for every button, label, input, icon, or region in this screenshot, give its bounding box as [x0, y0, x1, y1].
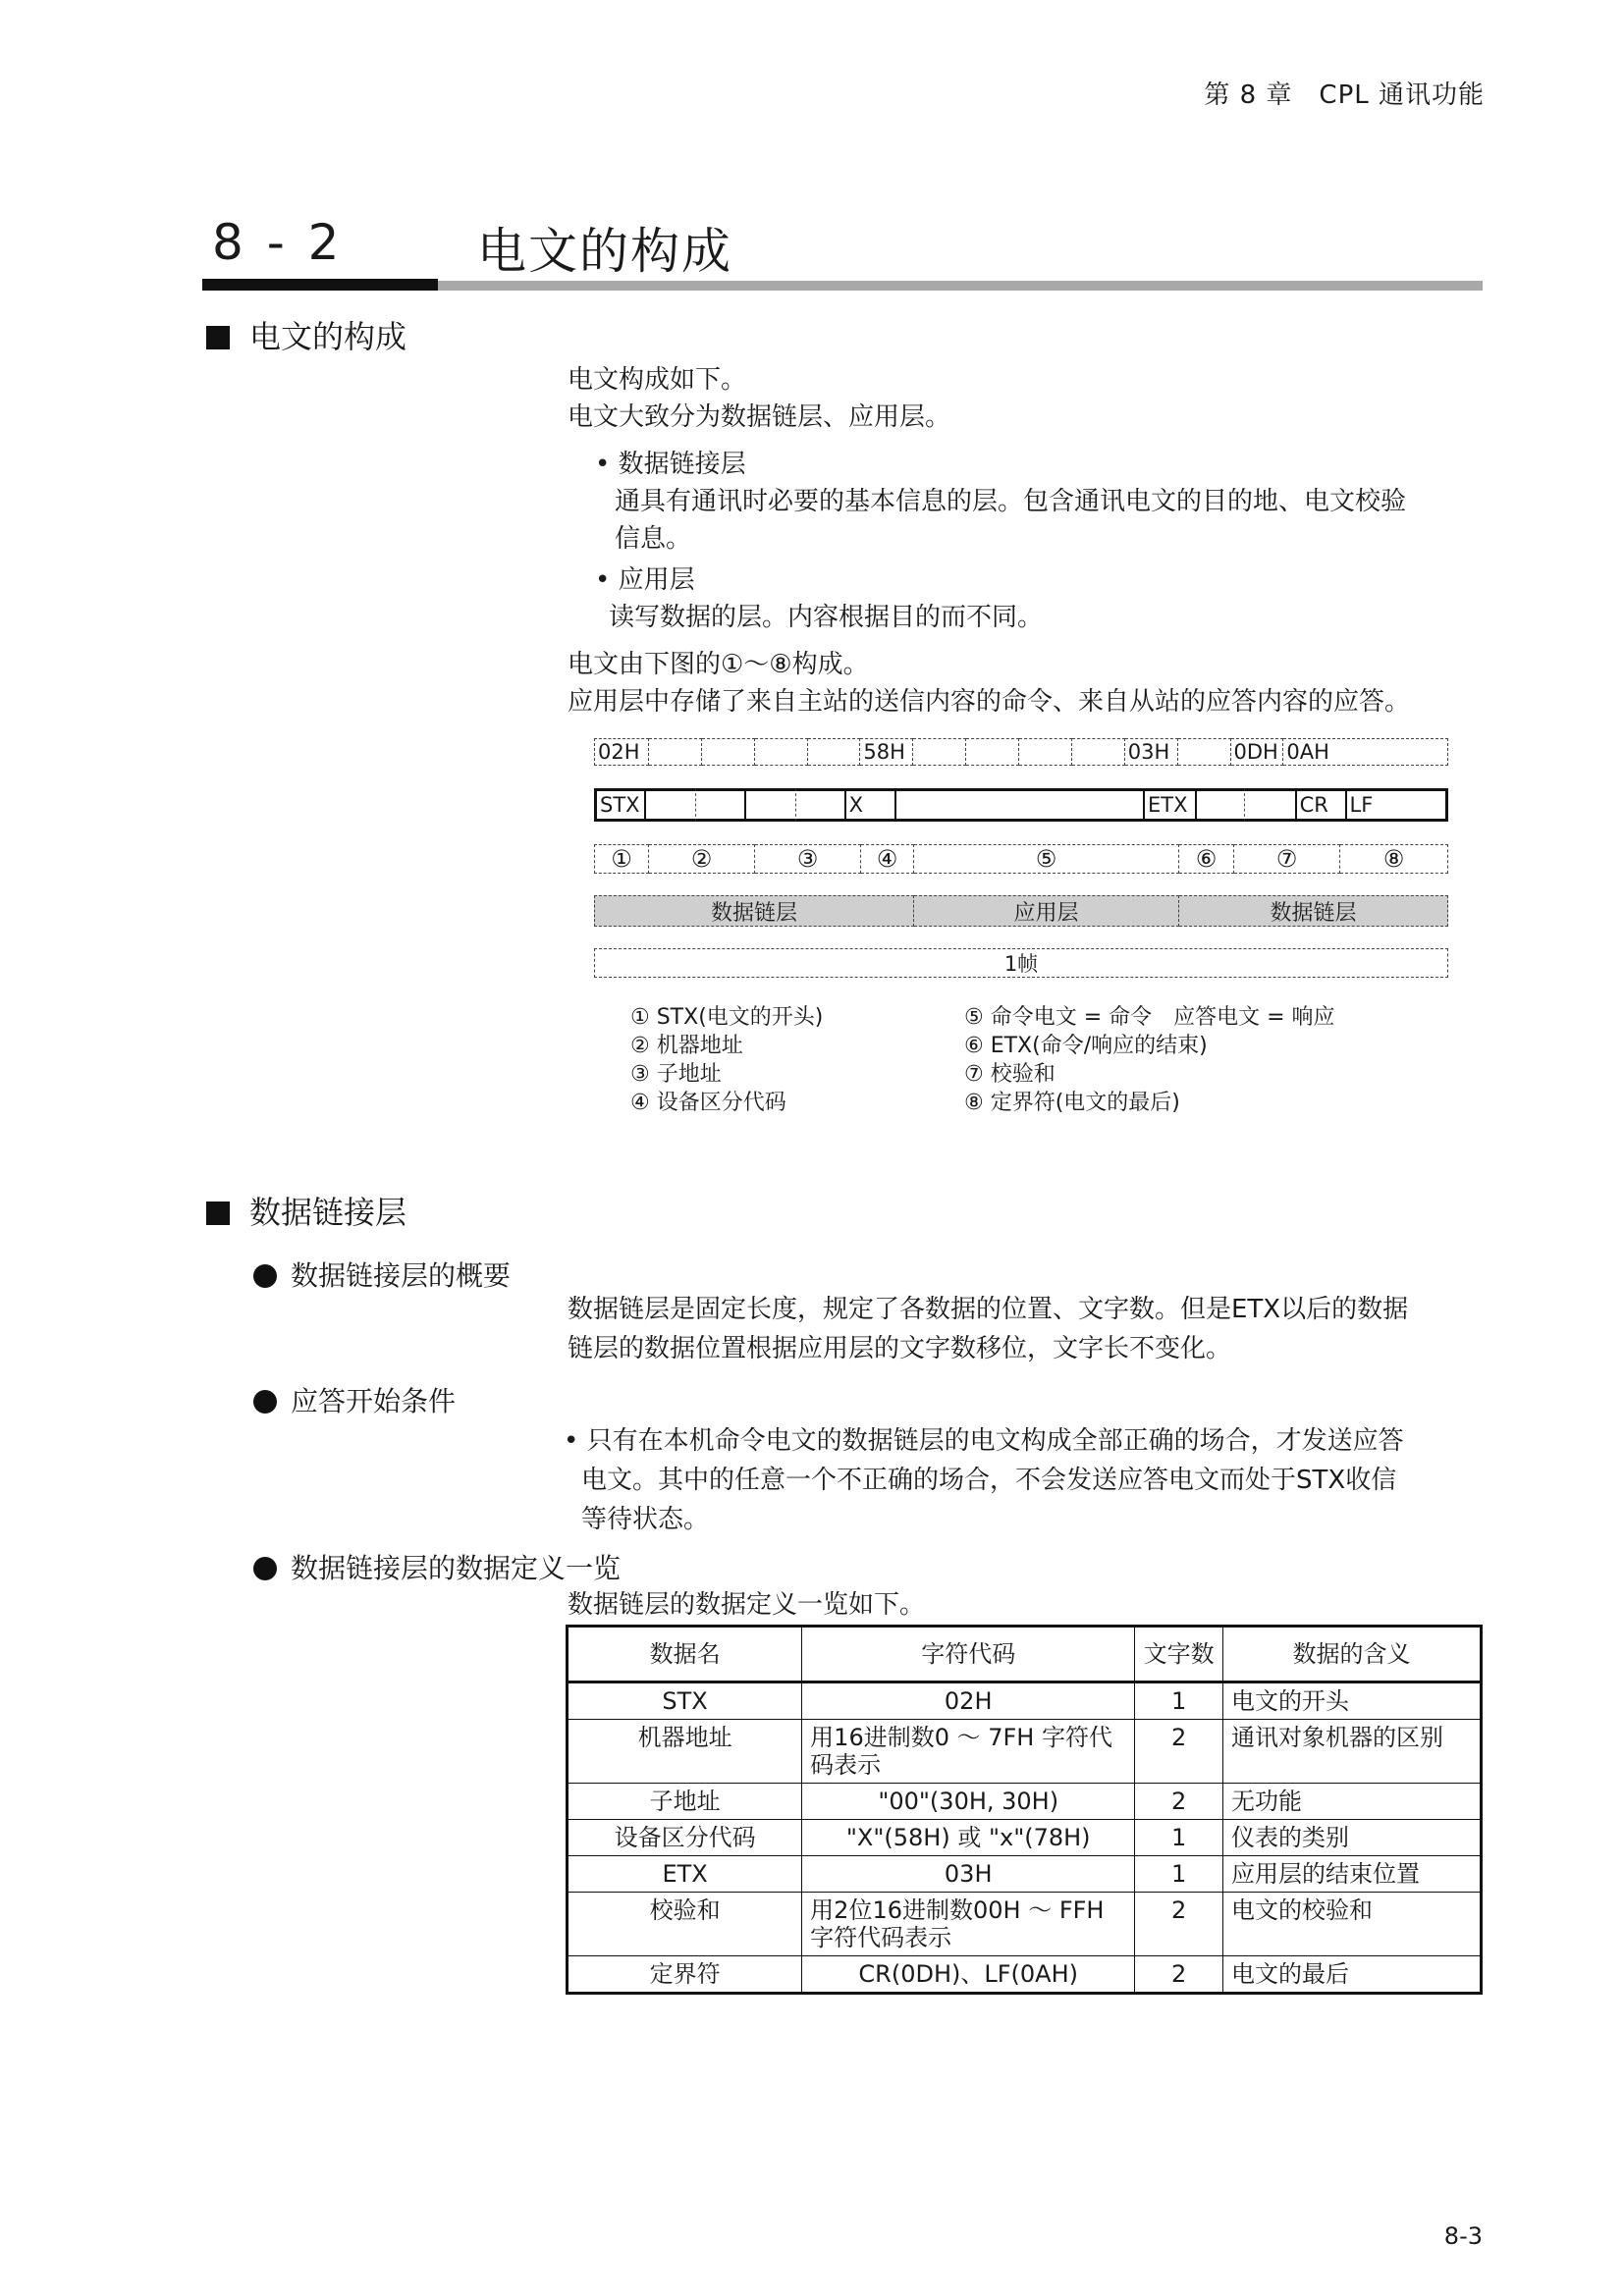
hex-row [594, 738, 1448, 766]
layer-cell: 数据链层 [1179, 895, 1448, 927]
hex-cell [1072, 738, 1125, 766]
hex-cell [913, 738, 966, 766]
cell-meaning: 应用层的结束位置 [1223, 1856, 1482, 1893]
cell-name: ETX [568, 1856, 802, 1893]
table-row [568, 1784, 1482, 1820]
hex-cell [649, 738, 702, 766]
cell-count: 1 [1135, 1820, 1223, 1856]
response-text: • 只有在本机命令电文的数据链层的电文构成全部正确的场合，才发送应答 电文。其中的任意一个不正确的场合，不会发送应答电文而处于STX收信 等待状态。 [564, 1426, 1404, 1534]
number-cell: ③ [755, 844, 861, 874]
cell-meaning: 电文的最后 [1223, 1956, 1482, 1994]
bullet-datalink-desc: 通具有通讯时必要的基本信息的层。包含通讯电文的目的地、电文校验 信息。 [615, 487, 1407, 554]
ascii-cell: STX [594, 788, 646, 822]
hex-cell [808, 738, 861, 766]
table-header-row [568, 1627, 1482, 1682]
hex-cell [755, 738, 808, 766]
hex-cell [1178, 738, 1231, 766]
cell-code: 用2位16进制数00H ～ FFH 字符代码表示 [802, 1893, 1135, 1956]
overview-text: 数据链层是固定长度，规定了各数据的位置、文字数。但是ETX以后的数据 链层的数据位置根据应用层的文字数移位，文字长不变化。 [568, 1295, 1409, 1363]
cell-name: 设备区分代码 [568, 1820, 802, 1856]
section-heading: 电文的构成 [206, 312, 406, 357]
layer-cell: 应用层 [914, 895, 1179, 927]
circle-bullet-icon [253, 1264, 277, 1288]
number-cell: ⑥ [1179, 844, 1234, 874]
cell-count: 2 [1135, 1956, 1223, 1994]
cell-count: 2 [1135, 1893, 1223, 1956]
cell-count: 1 [1135, 1856, 1223, 1893]
cell-code: CR(0DH)、LF(0AH) [802, 1956, 1135, 1994]
bullet-datalink: • 数据链接层 [595, 450, 746, 479]
subheading-overview: 数据链接层的概要 [253, 1255, 511, 1294]
hex-cell: 03H [1125, 738, 1178, 766]
ascii-cell [1245, 788, 1297, 822]
cell-meaning: 电文的校验和 [1223, 1893, 1482, 1956]
square-bullet-icon [206, 1201, 230, 1225]
cell-code: 用16进制数0 ～ 7FH 字符代码表示 [802, 1720, 1135, 1784]
cell-code: 02H [802, 1682, 1135, 1720]
cell-count: 1 [1135, 1682, 1223, 1720]
ascii-cell [896, 788, 1145, 822]
column-header: 文字数 [1135, 1627, 1223, 1682]
cell-code: "00"(30H, 30H) [802, 1784, 1135, 1820]
cell-meaning: 无功能 [1223, 1784, 1482, 1820]
intro-paragraph: 电文构成如下。 电文大致分为数据链层、应用层。 [568, 365, 951, 432]
number-cell: ⑦ [1234, 844, 1340, 874]
bullet-app: • 应用层 [595, 565, 695, 595]
legend-left: ① STX(电文的开头) ② 机器地址 ③ 子地址 ④ 设备区分代码 [630, 1005, 824, 1115]
ascii-cell [1197, 788, 1245, 822]
title-rule-grey [438, 281, 1483, 291]
hex-cell: 02H [594, 738, 649, 766]
definition-intro: 数据链层的数据定义一览如下。 [568, 1590, 926, 1620]
column-header: 字符代码 [802, 1627, 1135, 1682]
ascii-row [594, 788, 1448, 822]
section-heading-datalink: 数据链接层 [206, 1188, 406, 1233]
ascii-cell: LF [1347, 788, 1449, 822]
number-cell: ② [649, 844, 755, 874]
square-bullet-icon [206, 326, 230, 349]
column-header: 数据的含义 [1223, 1627, 1482, 1682]
ascii-cell [746, 788, 796, 822]
hex-cell: 58H [860, 738, 913, 766]
data-definition-table [566, 1625, 1483, 1995]
column-header: 数据名 [568, 1627, 802, 1682]
number-cell: ⑧ [1340, 844, 1448, 874]
table-row [568, 1956, 1482, 1994]
cell-name: 子地址 [568, 1784, 802, 1820]
cell-name: 校验和 [568, 1893, 802, 1956]
legend-right: ⑤ 命令电文 = 命令 应答电文 = 响应 ⑥ ETX(命令/响应的结束) ⑦ 校验和 ⑧ 定界符(电文的最后) [964, 1005, 1335, 1115]
page-title: 电文的构成 [477, 223, 732, 280]
cell-count: 2 [1135, 1720, 1223, 1784]
cell-name: STX [568, 1682, 802, 1720]
ascii-cell: CR [1297, 788, 1347, 822]
cell-code: "X"(58H) 或 "x"(78H) [802, 1820, 1135, 1856]
hex-cell: 0DH [1231, 738, 1284, 766]
table-row [568, 1893, 1482, 1956]
section-number: 8 - 2 [212, 214, 344, 271]
hex-cell: 0AH [1283, 738, 1448, 766]
layer-cell: 数据链层 [594, 895, 914, 927]
table-row [568, 1856, 1482, 1893]
circle-bullet-icon [253, 1557, 277, 1580]
title-rule-black [202, 279, 438, 291]
cell-meaning: 电文的开头 [1223, 1682, 1482, 1720]
layer-row [594, 895, 1448, 927]
ascii-cell [696, 788, 746, 822]
ascii-cell [796, 788, 846, 822]
ascii-cell: ETX [1145, 788, 1197, 822]
cell-code: 03H [802, 1856, 1135, 1893]
frame-cell: 1帧 [594, 948, 1448, 978]
number-cell: ④ [861, 844, 914, 874]
cell-name: 定界符 [568, 1956, 802, 1994]
frame-row [594, 948, 1448, 978]
ascii-cell: X [846, 788, 896, 822]
running-header: 第 8 章 CPL 通讯功能 [1204, 80, 1485, 110]
table-row [568, 1720, 1482, 1784]
diagram-intro: 电文由下图的①～⑧构成。 应用层中存储了来自主站的送信内容的命令、来自从站的应答内容的应答。 [568, 650, 1411, 717]
bullet-app-desc: 读写数据的层。内容根据目的而不同。 [609, 603, 1044, 632]
page-number: 8-3 [1443, 2222, 1483, 2250]
cell-name: 机器地址 [568, 1720, 802, 1784]
hex-cell [966, 738, 1019, 766]
table-row [568, 1820, 1482, 1856]
table-row [568, 1682, 1482, 1720]
number-cell: ① [594, 844, 649, 874]
circle-bullet-icon [253, 1390, 277, 1414]
hex-cell [1019, 738, 1072, 766]
number-row [594, 844, 1448, 874]
hex-cell [702, 738, 755, 766]
number-cell: ⑤ [914, 844, 1179, 874]
ascii-cell [646, 788, 696, 822]
cell-meaning: 通讯对象机器的区别 [1223, 1720, 1482, 1784]
cell-count: 2 [1135, 1784, 1223, 1820]
cell-meaning: 仪表的类别 [1223, 1820, 1482, 1856]
subheading-response: 应答开始条件 [253, 1380, 456, 1419]
subheading-definition: 数据链接层的数据定义一览 [253, 1547, 621, 1586]
